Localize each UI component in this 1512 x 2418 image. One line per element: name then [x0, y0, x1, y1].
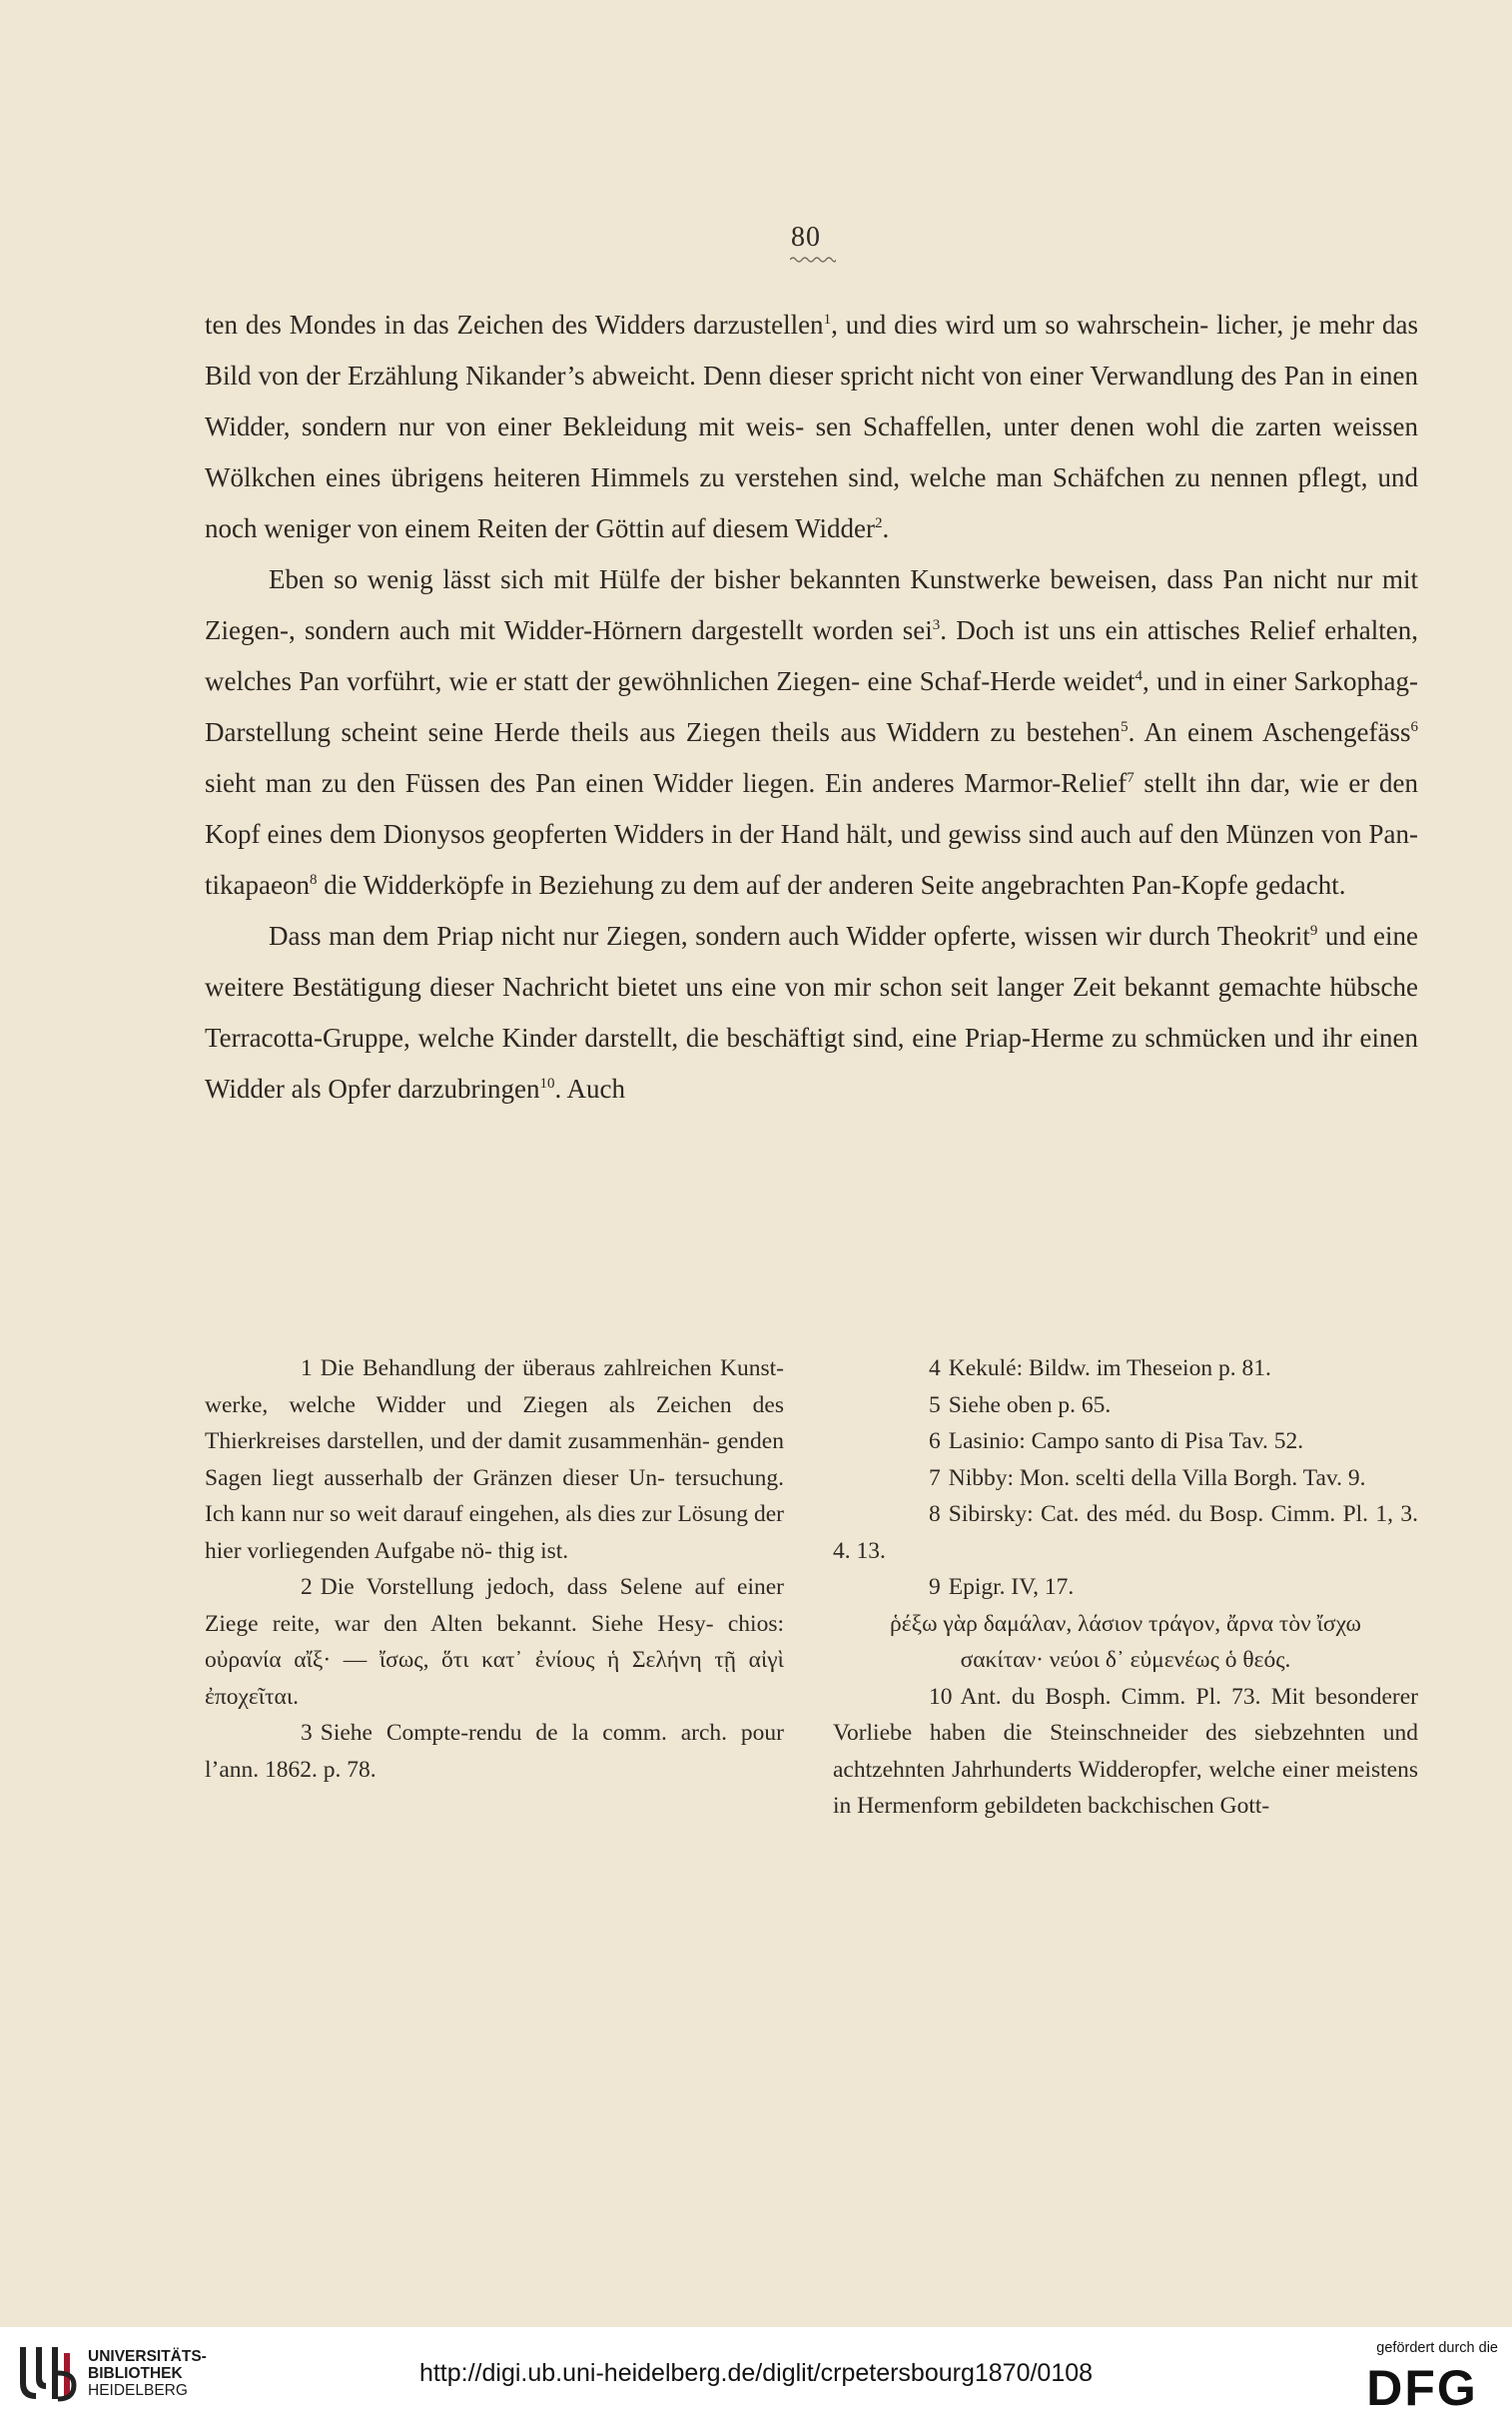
paragraph-text: . Doch ist uns ein attisches Relief erhalten, welches Pan vorführt, wie er statt der gewöhnlichen Ziegen- eine Schaf-Herde weidet [205, 615, 1418, 696]
footnote-text: Siehe Compte-rendu de la comm. arch. pour l’ann. 1862. p. 78. [205, 1720, 784, 1783]
footnote [833, 1569, 1418, 1606]
paragraph-text: sieht man zu den Füssen des Pan einen Widder liegen. Ein anderes Marmor-Relief [205, 768, 1128, 798]
footnote-number: 4 [929, 1355, 941, 1381]
footnote-text: σακίταν· νεύοι δ᾽ εὐμενέως ὁ θεός. [960, 1647, 1291, 1673]
footnote-text: Kekulé: Bildw. im Theseion p. 81. [948, 1355, 1271, 1381]
footnote [205, 1715, 784, 1788]
footnote-reference: 7 [1127, 770, 1134, 786]
wavy-ornament [790, 256, 836, 264]
footnote-number: 8 [929, 1501, 941, 1527]
footnote [833, 1679, 1418, 1825]
body-paragraph [205, 911, 1418, 1115]
paragraph-text: und eine weitere Bestätigung dieser Nachricht bietet uns eine von mir schon seit langer Zeit bekannt gemachte hübsche Terracotta-Gruppe, welche Kinder darstellt, die beschäftigt sind, eine Priap-Herme zu schmücken und ihr einen Widder als Opfer darzubringen [205, 921, 1418, 1104]
funding-note: gefördert durch die [1376, 2340, 1498, 2356]
footnote-reference: 5 [1121, 719, 1129, 735]
footnote-number: 3 [301, 1720, 313, 1746]
footnote-number: 2 [301, 1574, 313, 1600]
body-paragraph [205, 554, 1418, 911]
footnote-text: ῥέξω γὰρ δαμάλαν, λάσιον τράγον, ἄρνα τὸν ἴσχω [890, 1610, 1361, 1637]
paragraph-text: . Auch [554, 1074, 626, 1104]
body-paragraph [205, 300, 1418, 554]
footnote-quote-line [833, 1642, 1418, 1679]
footnote-text: Siehe oben p. 65. [948, 1391, 1112, 1418]
footnote [833, 1350, 1418, 1387]
paragraph-text: die Widderköpfe in Beziehung zu dem auf der anderen Seite angebrachten Pan-Kopfe gedacht. [317, 870, 1346, 900]
paragraph-text: Eben so wenig lässt sich mit Hülfe der bisher bekannten Kunstwerke beweisen, dass Pan nicht nur mit Ziegen-, sondern auch mit Widder-Hörnern dargestellt worden sei [205, 564, 1418, 645]
footnote-text: Lasinio: Campo santo di Pisa Tav. 52. [948, 1428, 1304, 1454]
paragraph-text: . An einem Aschengefäss [1128, 717, 1411, 747]
footnote-reference: 2 [874, 515, 883, 531]
footnote [205, 1569, 784, 1715]
footnotes-right-column [833, 1350, 1418, 1825]
footnote-text: Sibirsky: Cat. des méd. du Bosp. Cimm. Pl. 1, 3. 4. 13. [833, 1501, 1418, 1564]
dfg-logo-text: DFG [1366, 2361, 1478, 2409]
footnotes-left-column [205, 1350, 784, 1788]
paragraph-text: stellt ihn dar, wie er den Kopf eines dem Dionysos geopferten Widders in der Hand hält, und gewiss sind auch auf den Münzen von Pan- tikapaeon [205, 768, 1418, 900]
footnote-number: 6 [929, 1428, 941, 1454]
paragraph-text: ten des Mondes in das Zeichen des Widders darzustellen [205, 310, 824, 340]
footnote [833, 1460, 1418, 1497]
dfg-logo [1347, 2361, 1497, 2409]
paragraph-text: Dass man dem Priap nicht nur Ziegen, sondern auch Widder opferte, wissen wir durch Theokrit [269, 921, 1310, 951]
footnote-number: 1 [301, 1355, 313, 1381]
footnote-reference: 8 [309, 872, 318, 888]
main-text [205, 300, 1418, 1115]
footnote-text: Epigr. IV, 17. [948, 1574, 1075, 1600]
library-name-line3: HEIDELBERG [88, 2382, 188, 2399]
footnote-reference: 3 [932, 617, 941, 633]
footnote-text: Die Behandlung der überaus zahlreichen Kunst- werke, welche Widder und Ziegen als Zeichen des Thierkreises darstellen, und der damit zusammenhän- genden Sagen liegt ausserhalb der Gränzen dieser Un- tersuchung. Ich kann nur so weit darauf eingehen, als dies zur Lösung der hier vorliegenden Aufgabe nö- thig ist. [205, 1355, 784, 1564]
footnote-reference: 10 [539, 1076, 555, 1092]
footnote-reference: 9 [1309, 923, 1318, 939]
footnote-quote-line [833, 1606, 1418, 1643]
footnote [833, 1423, 1418, 1460]
paragraph-text: , und in einer Sarkophag-Darstellung scheint seine Herde theils aus Ziegen theils aus Widdern zu bestehen [205, 666, 1418, 747]
footnote-number: 5 [929, 1391, 941, 1418]
library-name-line2: BIBLIOTHEK [88, 2365, 183, 2382]
footnote-reference: 1 [823, 312, 832, 328]
footnote-number: 7 [929, 1464, 941, 1491]
paragraph-text: , und dies wird um so wahrschein- licher, je mehr das Bild von der Erzählung Nikander’s abweicht. Denn dieser spricht nicht von einer Verwandlung des Pan in einen Widder, sondern nur von einer Bekleidung mit weis- sen Schaffellen, unter denen wohl die zarten weissen Wölkchen eines übrigens heiteren Himmels zu verstehen sind, welche man Schäfchen zu nennen pflegt, und noch weniger von einem Reiten der Göttin auf diesem Widder [205, 310, 1418, 543]
footnote [833, 1496, 1418, 1569]
footnote-reference: 4 [1134, 668, 1142, 684]
footnote-number: 9 [929, 1574, 941, 1600]
footnote-number: 10 [929, 1683, 953, 1710]
footnote-text: Die Vorstellung jedoch, dass Selene auf einer Ziege reite, war den Alten bekannt. Siehe Hesy- chios: οὐρανία αἴξ· — ἴσως, ὅτι κατ᾽ ἐνίους ἡ Σελήνη τῇ αἰγὶ ἐποχεῖται. [205, 1574, 784, 1710]
library-name-line1: UNIVERSITÄTS- [88, 2348, 207, 2365]
footnote [205, 1350, 784, 1569]
footnote-reference: 6 [1410, 719, 1418, 735]
footnote [833, 1387, 1418, 1424]
page-number: 80 [791, 222, 821, 253]
footnote-text: Nibby: Mon. scelti della Villa Borgh. Tav. 9. [948, 1464, 1366, 1491]
paragraph-text: . [882, 513, 890, 543]
source-url-link[interactable]: http://digi.ub.uni-heidelberg.de/diglit/crpetersbourg1870/0108 [418, 2359, 1094, 2387]
footnote-text: Ant. du Bosph. Cimm. Pl. 73. Mit besonderer Vorliebe haben die Steinschneider des siebzehnten und achtzehnten Jahrhunderts Widderopfer, welche einer meistens in Hermenform gebildeten backchischen Gott- [833, 1683, 1418, 1819]
